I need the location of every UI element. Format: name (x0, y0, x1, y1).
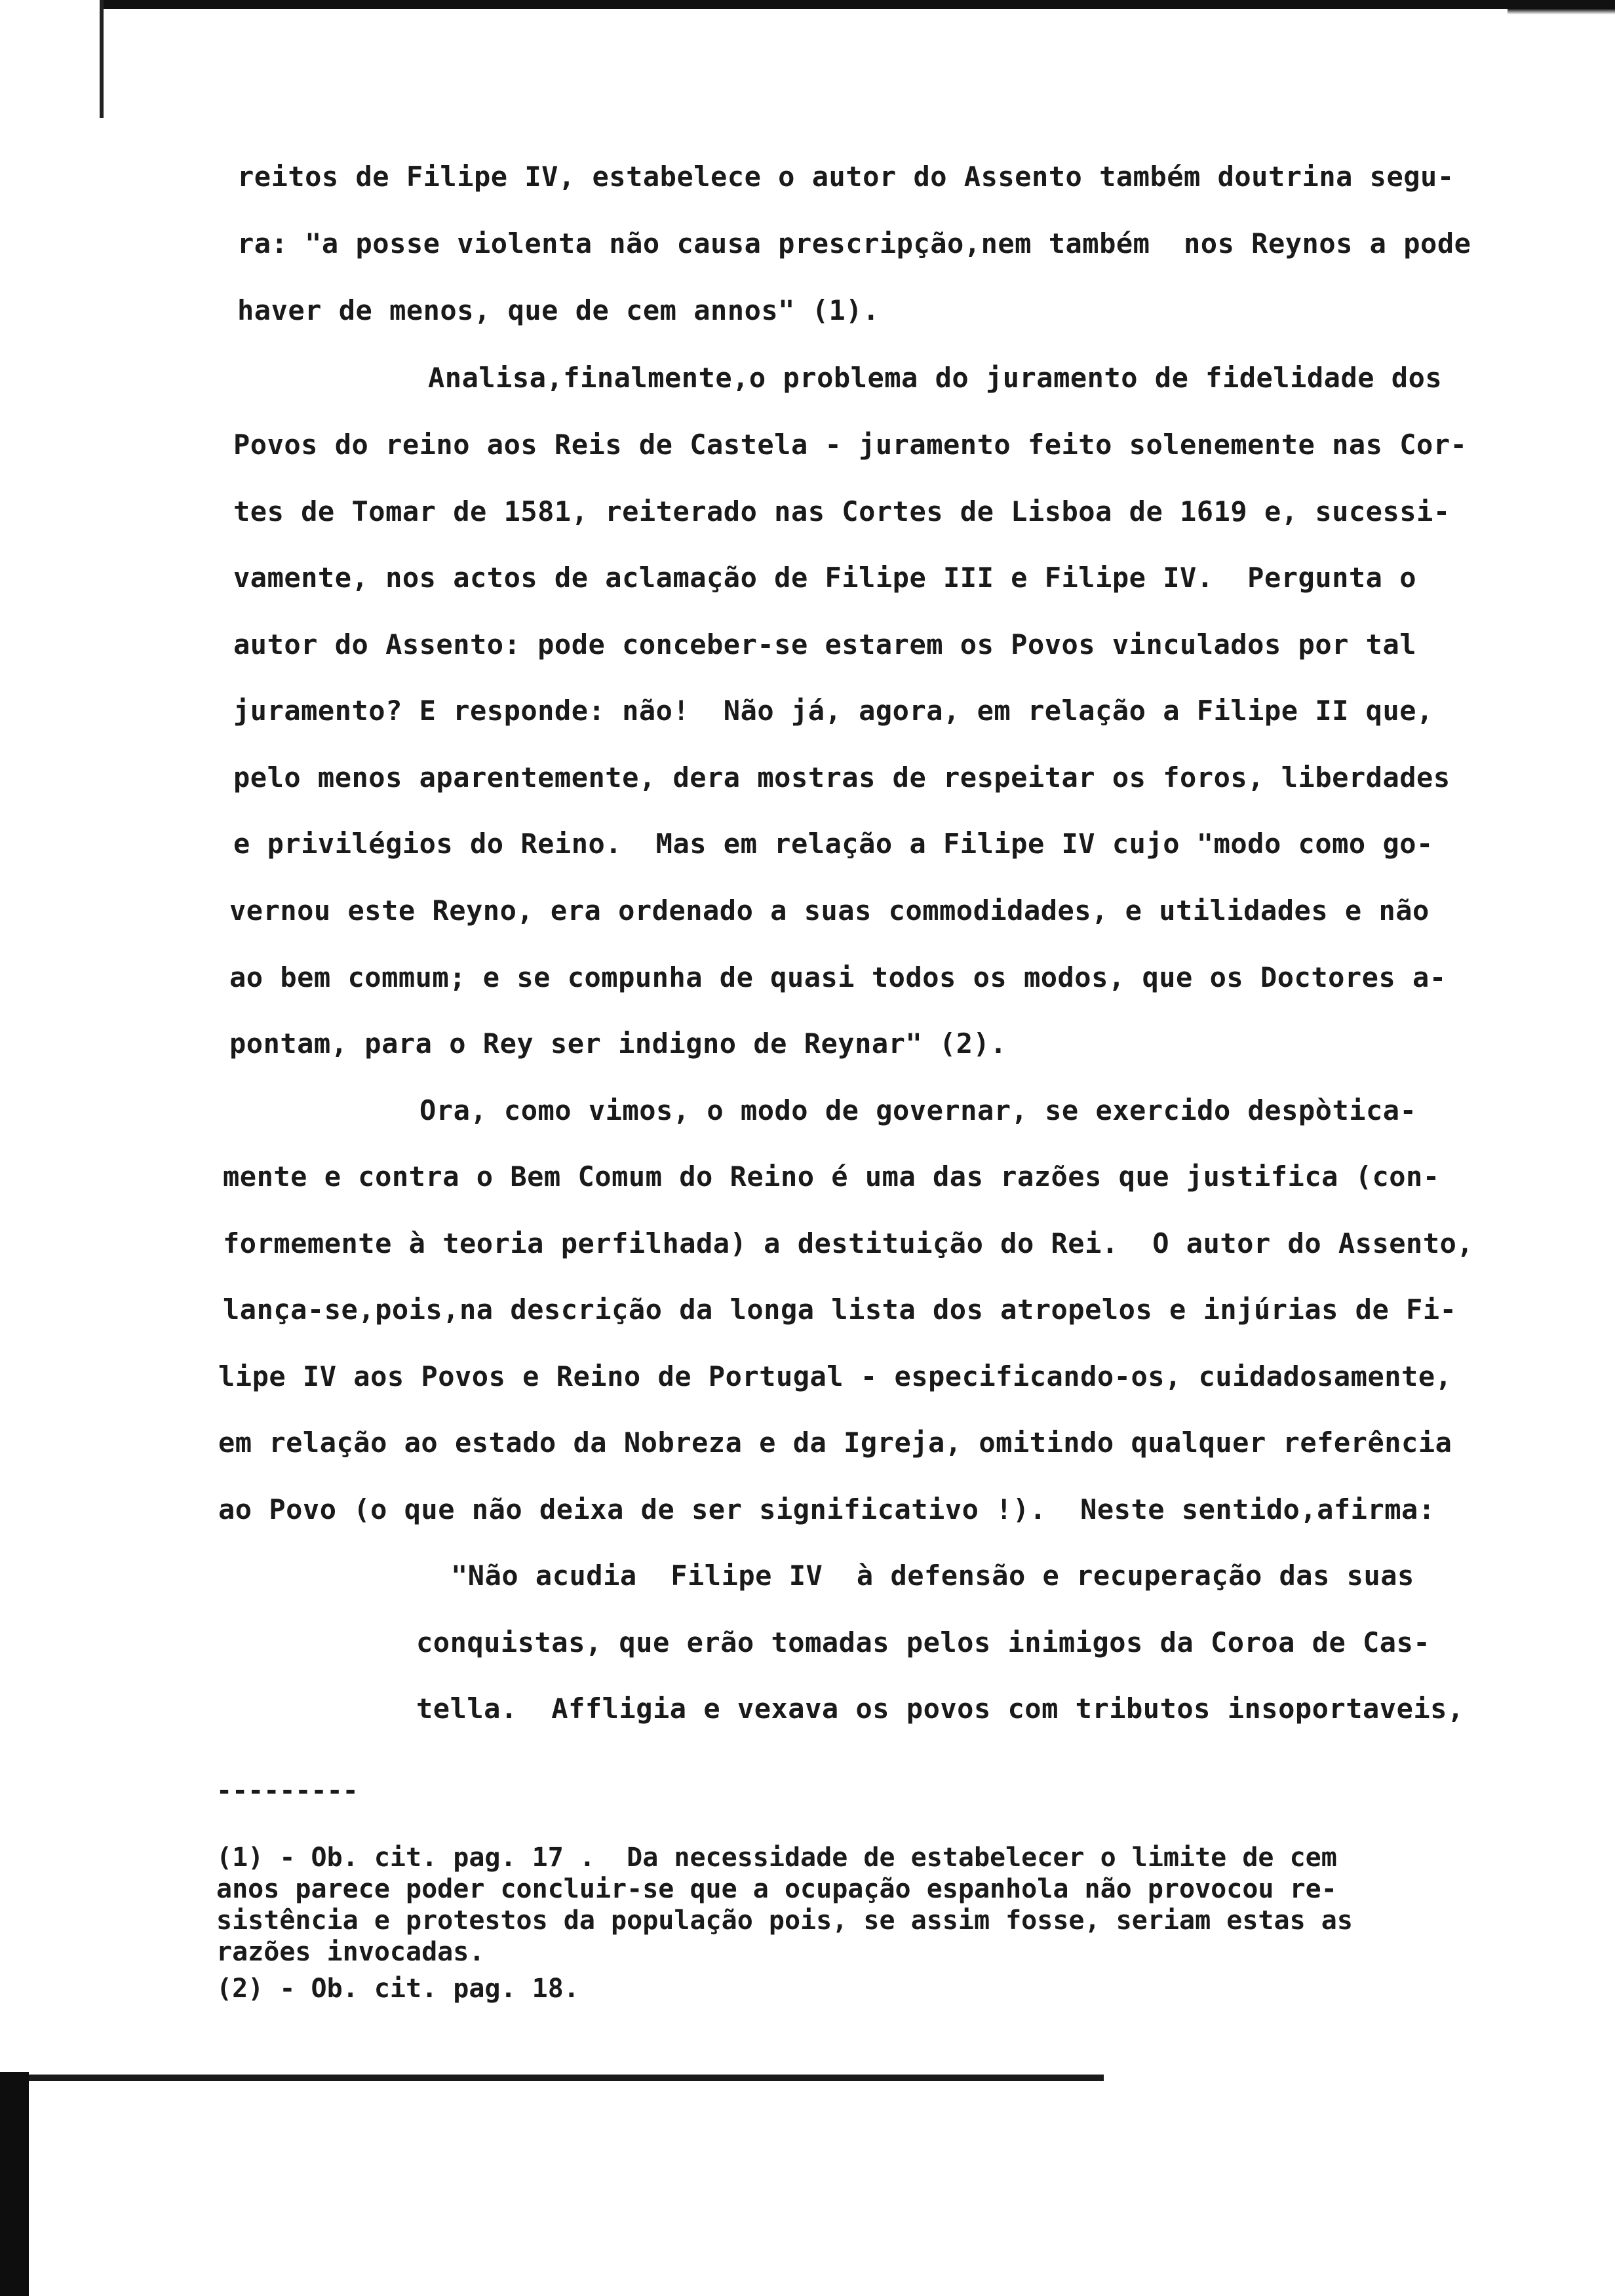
scan-border-top (102, 0, 1615, 9)
body-line-7: vamente, nos actos de aclamação de Filipe III e Filipe IV. Pergunta o (233, 562, 1417, 594)
scan-border-left-bottom (0, 2072, 29, 2296)
quote-line-1: "Não acudia Filipe IV à defensão e recuperação das suas (451, 1559, 1414, 1592)
body-line-19: lipe IV aos Povos e Reino de Portugal - especificando-os, cuidadosamente, (218, 1360, 1452, 1392)
body-line-15: Ora, como vimos, o modo de governar, se exercido despòticа- (419, 1094, 1417, 1126)
scan-line-bottom (29, 2075, 1104, 2081)
body-line-1: reitos de Filipe IV, estabelece o autor do Assento também doutrina segu- (237, 161, 1454, 193)
body-line-13: ao bem commum; e se compunha de quasi todos os modos, que os Doctores a- (229, 961, 1447, 993)
body-line-21: ao Povo (o que não deixa de ser significativo !). Neste sentido,afirma: (218, 1493, 1435, 1525)
scan-border-left (100, 0, 104, 118)
body-line-11: e privilégios do Reino. Mas em relação a Filipe IV cujo "modo como go- (233, 828, 1433, 860)
body-line-18: lança-se,pois,na descrição da longa lista dos atropelos e injúrias de Fi- (223, 1293, 1457, 1326)
body-line-6: tes de Tomar de 1581, reiterado nas Cortes de Lisboa de 1619 e, sucessi- (233, 495, 1450, 527)
footnote-separator: --------- (216, 1776, 359, 1806)
body-line-4: Analisa,finalmente,o problema do juramento de fidelidade dos (428, 362, 1443, 394)
body-line-5: Povos do reino aos Reis de Castela - juramento feito solenemente nas Cor- (233, 429, 1468, 461)
body-line-8: autor do Assento: pode conceber-se estarem os Povos vinculados por tal (233, 628, 1417, 660)
footnote-line-1: (1) - Ob. cit. pag. 17 . Da necessidade de estabelecer o limite de cem (216, 1843, 1337, 1873)
footnote-line-5: (2) - Ob. cit. pag. 18. (216, 1974, 579, 2004)
footnote-line-3: sistência e protestos da população pois, se assim fosse, seriam estas as (216, 1905, 1353, 1936)
scan-border-top-corner (1508, 0, 1615, 14)
body-line-10: pelo menos aparentemente, dera mostras de respeitar os foros, liberdades (233, 761, 1450, 794)
body-line-2: ra: "a posse violenta não causa prescripção,nem também nos Reynos a pode (237, 227, 1471, 259)
body-line-14: pontam, para o Rey ser indigno de Reynar" (2). (229, 1027, 1007, 1060)
body-line-3: haver de menos, que de cem annos" (1). (237, 294, 880, 326)
body-line-17: formemente à teoria perfilhada) a destituição do Rei. O autor do Assento, (223, 1227, 1474, 1259)
body-line-20: em relação ao estado da Nobreza e da Igreja, omitindo qualquer referência (218, 1426, 1452, 1459)
footnote-line-4: razões invocadas. (216, 1937, 485, 1967)
quote-line-3: tella. Affligia e vexava os povos com tributos insoportaveis, (416, 1693, 1464, 1725)
body-line-9: juramento? E responde: não! Não já, agora, em relação a Filipe II que, (233, 695, 1433, 727)
body-line-16: mente e contra o Bem Comum do Reino é uma das razões que justifica (con- (223, 1160, 1440, 1193)
footnote-line-2: anos parece poder concluir-se que a ocupação espanhola não provocou re- (216, 1874, 1337, 1904)
quote-line-2: conquistas, que erão tomadas pelos inimigos da Coroa de Cas- (416, 1626, 1431, 1658)
body-line-12: vernou este Reyno, era ordenado a suas commodidades, e utilidades e não (229, 894, 1430, 927)
